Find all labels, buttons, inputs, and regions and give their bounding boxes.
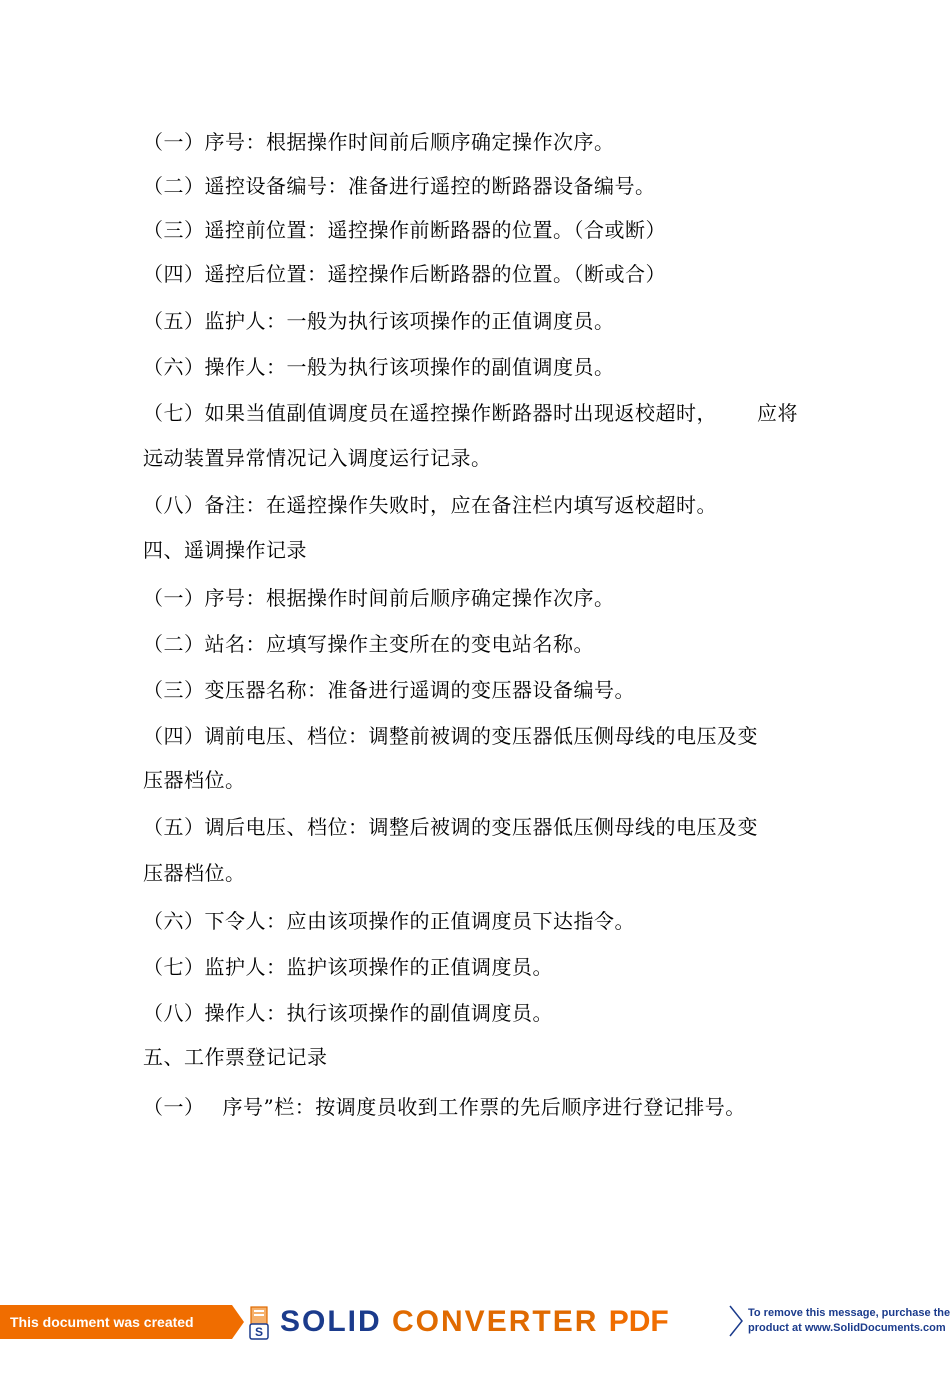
text-line: （六）操作人：一般为执行该项操作的副值调度员。 [143,355,615,379]
remove-message-line: To remove this message, purchase the [748,1307,950,1319]
converter-banner [0,1300,950,1364]
brand-logo [280,1304,669,1340]
chevron-right-icon [727,1304,745,1338]
remove-message-line: product at www.SolidDocuments.com [748,1322,946,1334]
text-line: （三）遥控前位置：遥控操作前断路器的位置。（合或断） [143,218,666,242]
text-segment: 序号”栏：按调度员收到工作票的先后顺序进行登记排号。 [222,1095,746,1119]
text-segment: （七）如果当值副值调度员在遥控操作断路器时出现返校超时， [143,401,717,425]
document-logo-icon [248,1306,272,1340]
arrow-right-icon [232,1305,244,1339]
brand-pdf-text: PDF [608,1305,669,1338]
text-segment: （一） [143,1095,205,1119]
text-line: （三）变压器名称：准备进行遥调的变压器设备编号。 [143,678,635,702]
text-line: （一）序号：根据操作时间前后顺序确定操作次序。 [143,130,615,154]
brand-converter-text: CONVERTER [392,1305,599,1338]
text-line: （八）操作人：执行该项操作的副值调度员。 [143,1001,553,1025]
text-line [143,401,798,425]
text-line: （六）下令人：应由该项操作的正值调度员下达指令。 [143,909,635,933]
text-line: （七）监护人：监护该项操作的正值调度员。 [143,955,553,979]
text-line: （二）遥控设备编号：准备进行遥控的断路器设备编号。 [143,174,656,198]
text-line: （四）调前电压、档位：调整前被调的变压器低压侧母线的电压及变 [143,724,758,748]
text-segment: 应将 [757,401,798,425]
brand-solid-text: SOLID [280,1305,382,1338]
text-line: 压器档位。 [143,861,246,885]
text-line: 压器档位。 [143,768,246,792]
created-using-label: This document was created using [0,1305,232,1339]
text-line: （一）序号：根据操作时间前后顺序确定操作次序。 [143,586,615,610]
text-line: （八）备注：在遥控操作失败时，应在备注栏内填写返校超时。 [143,493,717,517]
text-line [143,1095,746,1119]
svg-text:S: S [254,1325,264,1339]
remove-message-link[interactable] [748,1306,950,1336]
section-heading: 四、遥调操作记录 [143,538,307,562]
section-heading: 五、工作票登记记录 [143,1045,328,1069]
text-line: （五）监护人：一般为执行该项操作的正值调度员。 [143,309,615,333]
text-line: （五）调后电压、档位：调整后被调的变压器低压侧母线的电压及变 [143,815,758,839]
text-line: （四）遥控后位置：遥控操作后断路器的位置。（断或合） [143,262,666,286]
text-line: 远动装置异常情况记入调度运行记录。 [143,446,492,470]
text-line: （二）站名：应填写操作主变所在的变电站名称。 [143,632,594,656]
